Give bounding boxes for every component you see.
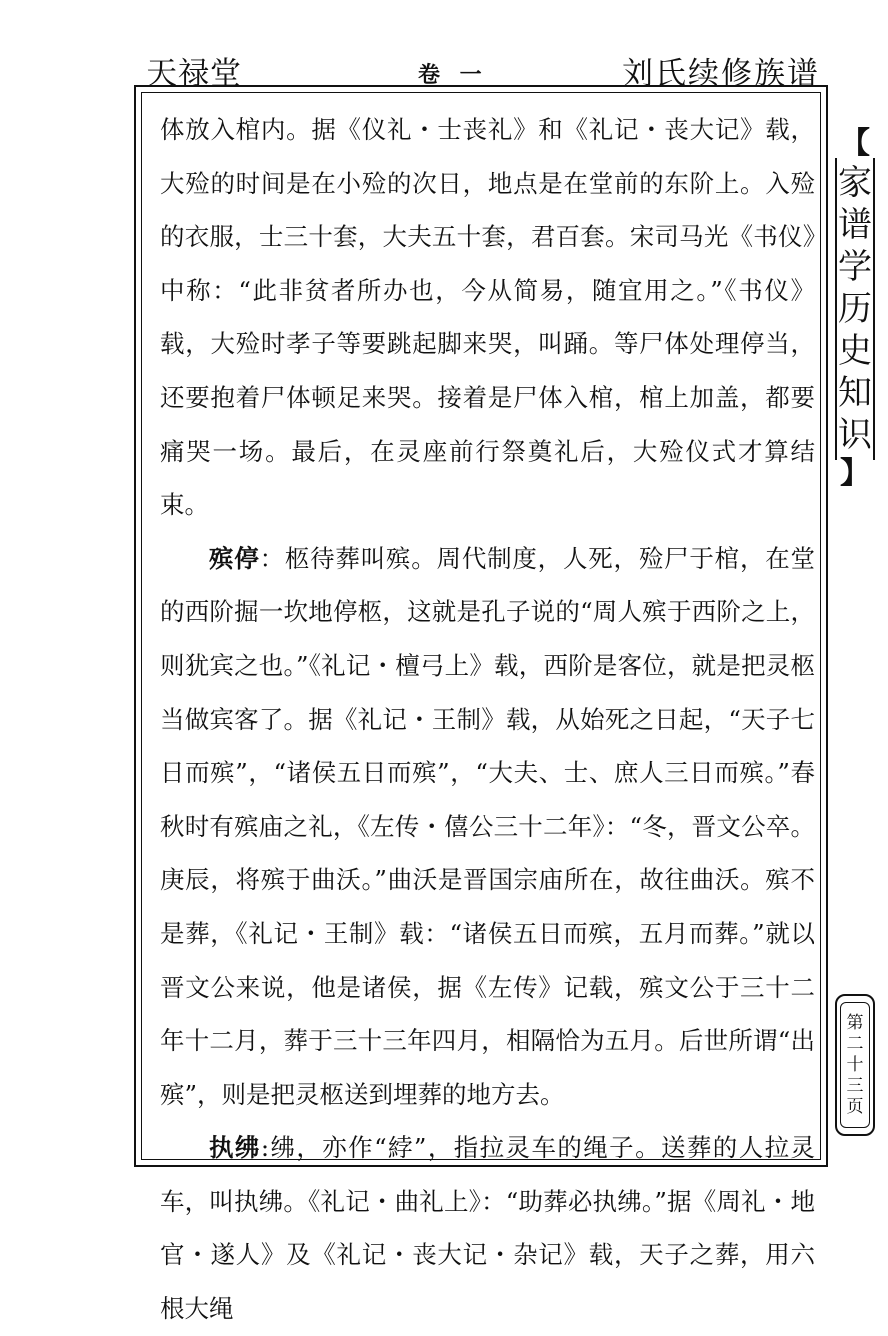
term-heading: 执绋 [209, 1133, 261, 1163]
paragraph-text: 体放入棺内。据《仪礼・士丧礼》和《礼记・丧大记》载，大殓的时间是在小殓的次日，地点是在堂前的东阶上。入殓的衣服，士三十套，大夫五十套，君百套。宋司马光《书仪》中称：“此非贫者所办也，今从简易，随宜用之。”《书仪》载，大殓时孝子等要跳起脚来哭，叫踊。等尸体处理停当，还要抱着尸体顿足来哭。接着是尸体入棺，棺上加盖，都要痛哭一场。最后，在灵座前行祭奠礼后，大殓仪式才算结束。 [160, 115, 815, 520]
page-number-char: 页 [846, 1096, 864, 1117]
side-section-title [833, 126, 877, 491]
page-number-char: 三 [846, 1075, 864, 1096]
side-title-char: 识 [838, 415, 872, 455]
side-title-box [835, 158, 875, 460]
side-title-char: 学 [838, 247, 872, 287]
page-number-tab [835, 994, 875, 1136]
paragraph-zhifu [160, 1121, 815, 1335]
paragraph-binting [160, 532, 815, 1122]
header-volume-label: 卷 一 [418, 62, 488, 88]
page-number-inner [840, 1002, 870, 1128]
paragraph-continuation [160, 103, 815, 532]
header-left-hall-name: 天禄堂 [146, 56, 242, 92]
page-number-char: 二 [846, 1033, 864, 1054]
side-title-char: 家 [838, 163, 872, 203]
side-title-close-bracket: 】 [840, 456, 870, 491]
page-number-char: 十 [846, 1054, 864, 1075]
side-title-open-bracket: 【 [840, 126, 870, 161]
paragraph-text: ：柩待葬叫殡。周代制度，人死，殓尸于棺，在堂的西阶掘一坎地停柩，这就是孔子说的“周人殡于西阶之上，则犹宾之也。”《礼记・檀弓上》载，西阶是客位，就是把灵柩当做宾客了。据《礼记・王制》载，从始死之日起，“天子七日而殡”，“诸侯五日而殡”，“大夫、士、庶人三日而殡。”春秋时有殡庙之礼，《左传・僖公三十二年》：“冬，晋文公卒。庚辰，将殡于曲沃。”曲沃是晋国宗庙所在，故往曲沃。殡不是葬，《礼记・王制》载：“诸侯五日而殡，五月而葬。”就以晋文公来说，他是诸侯，据《左传》记载，殡文公于三十二年十二月，葬于三十三年四月，相隔恰为五月。后世所谓“出殡”，则是把灵柩送到埋葬的地方去。 [160, 543, 816, 1109]
side-title-char: 知 [838, 373, 872, 413]
header-book-title: 刘氏续修族谱 [622, 56, 820, 92]
term-heading: 殡停 [209, 543, 260, 573]
page-number-char: 第 [846, 1012, 864, 1033]
side-title-char: 史 [838, 331, 872, 371]
side-title-char: 谱 [838, 205, 872, 245]
body-text [160, 103, 815, 1336]
side-title-char: 历 [838, 289, 872, 329]
paragraph-text: :绋，亦作“綍”，指拉灵车的绳子。送葬的人拉灵车，叫执绋。《礼记・曲礼上》：“助葬必执绋。”据《周礼・地官・遂人》及《礼记・丧大记・杂记》载，天子之葬，用六根大绳 [160, 1133, 815, 1324]
